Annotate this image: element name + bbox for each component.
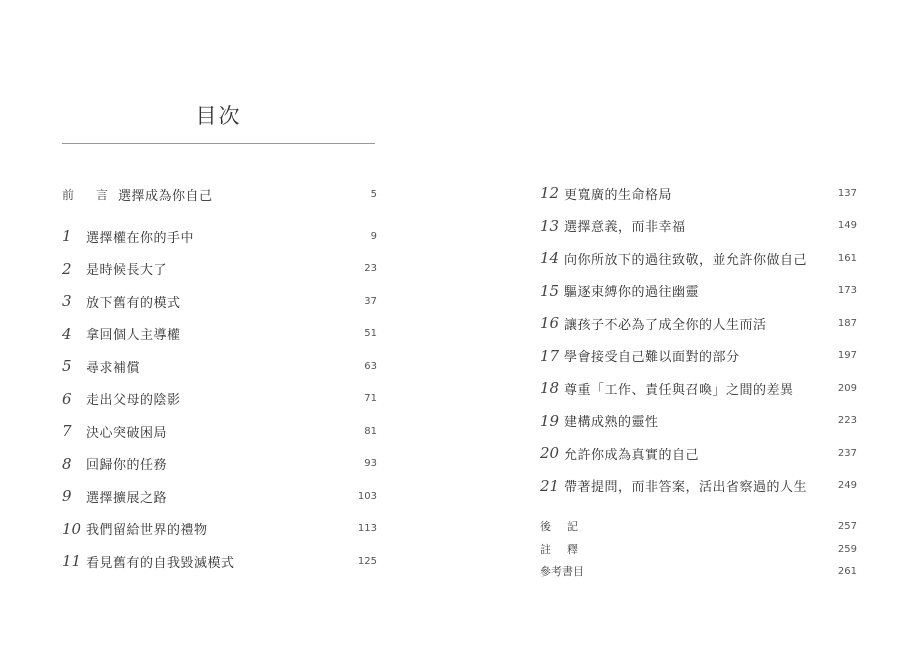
preface-title: 選擇成為你自己 — [118, 188, 213, 204]
toc-chapter-entry[interactable] — [540, 377, 857, 399]
chapter-title: 尋求補償 — [86, 360, 141, 376]
preface-page: 5 — [370, 188, 377, 200]
chapter-page-number: 93 — [364, 458, 377, 469]
chapter-number: 6 — [62, 389, 72, 408]
chapter-title: 向你所放下的過往致敬，並允許你做自己 — [564, 252, 808, 268]
chapter-title: 放下舊有的模式 — [86, 295, 181, 311]
chapter-page-number: 223 — [837, 415, 857, 426]
chapter-page-number: 187 — [837, 317, 857, 329]
chapter-page-number: 103 — [357, 490, 377, 502]
chapter-page-number: 51 — [364, 328, 377, 339]
back-matter-page-number: 257 — [837, 520, 857, 532]
chapter-title: 選擇權在你的手中 — [86, 230, 195, 246]
chapter-page-number: 71 — [364, 393, 377, 404]
chapter-page-number: 9 — [370, 230, 377, 242]
chapter-title: 驅逐束縛你的過往幽靈 — [564, 285, 700, 300]
chapter-title: 帶著提問，而非答案，活出省察過的人生 — [564, 480, 808, 495]
toc-chapter-entry[interactable] — [540, 182, 857, 204]
chapter-page-number: 37 — [364, 295, 377, 307]
page-title: 目次 — [195, 104, 242, 128]
toc-chapter-entry[interactable] — [62, 225, 377, 247]
chapter-number: 14 — [540, 249, 560, 267]
chapter-title: 是時候長大了 — [86, 263, 168, 278]
toc-chapter-entry[interactable] — [62, 453, 377, 475]
chapter-number: 10 — [62, 519, 82, 538]
toc-chapter-entry[interactable] — [540, 215, 857, 237]
chapter-page-number: 209 — [837, 382, 857, 394]
toc-chapter-entry[interactable] — [540, 312, 857, 334]
chapter-title: 學會接受自己難以面對的部分 — [564, 350, 740, 365]
chapter-page-number: 173 — [837, 285, 857, 296]
chapter-page-number: 161 — [837, 252, 857, 264]
toc-chapter-entry[interactable] — [540, 280, 857, 302]
chapter-number: 2 — [62, 259, 72, 278]
title-divider — [62, 143, 375, 144]
toc-chapter-entry[interactable] — [540, 475, 857, 497]
chapter-number: 3 — [62, 292, 72, 310]
chapter-title: 建構成熟的靈性 — [564, 415, 659, 430]
chapter-number: 1 — [62, 227, 72, 245]
toc-chapter-entry[interactable] — [62, 518, 377, 540]
back-matter-title: 後記 — [540, 520, 594, 533]
chapter-number: 17 — [540, 346, 560, 365]
chapter-number: 20 — [540, 444, 560, 462]
chapter-number: 4 — [62, 324, 72, 343]
chapter-number: 5 — [62, 357, 72, 375]
toc-chapter-entry[interactable] — [540, 345, 857, 367]
toc-chapter-entry[interactable] — [62, 550, 377, 572]
chapter-page-number: 113 — [357, 523, 377, 534]
toc-chapter-entry[interactable] — [540, 247, 857, 269]
chapter-page-number: 63 — [364, 360, 377, 372]
chapter-page-number: 81 — [364, 425, 377, 437]
chapter-number: 11 — [62, 552, 82, 570]
preface-label: 前言 — [62, 187, 131, 202]
back-matter-title: 參考書目 — [540, 565, 584, 578]
chapter-number: 19 — [540, 411, 560, 430]
chapter-title: 選擇意義，而非幸福 — [564, 220, 686, 235]
chapter-title: 尊重「工作、責任與召喚」之間的差異 — [564, 382, 794, 398]
chapter-title: 我們留給世界的禮物 — [86, 523, 208, 538]
toc-chapter-entry[interactable] — [62, 388, 377, 410]
chapter-page-number: 23 — [364, 263, 377, 274]
chapter-page-number: 149 — [837, 220, 857, 231]
chapter-number: 21 — [540, 476, 560, 495]
chapter-title: 回歸你的任務 — [86, 458, 168, 473]
back-matter-page-number: 259 — [837, 543, 857, 555]
chapter-title: 選擇擴展之路 — [86, 490, 168, 506]
toc-chapter-entry[interactable] — [540, 410, 857, 432]
chapter-number: 13 — [540, 216, 560, 235]
chapter-title: 讓孩子不必為了成全你的人生而活 — [564, 317, 767, 333]
toc-chapter-entry[interactable] — [540, 442, 857, 464]
chapter-number: 18 — [540, 379, 560, 397]
chapter-title: 走出父母的陰影 — [86, 393, 181, 408]
chapter-number: 12 — [540, 184, 560, 202]
chapter-page-number: 237 — [837, 447, 857, 459]
chapter-number: 16 — [540, 314, 560, 332]
chapter-title: 拿回個人主導權 — [86, 328, 181, 343]
chapter-title: 決心突破困局 — [86, 425, 168, 441]
toc-back-matter-entry[interactable] — [540, 515, 857, 537]
chapter-page-number: 137 — [837, 187, 857, 199]
chapter-page-number: 197 — [837, 350, 857, 361]
toc-chapter-entry[interactable] — [62, 355, 377, 377]
toc-back-matter-entry[interactable] — [540, 560, 857, 582]
chapter-title: 看見舊有的自我毀滅模式 — [86, 555, 235, 571]
toc-chapter-entry[interactable] — [62, 290, 377, 312]
toc-chapter-entry[interactable] — [62, 420, 377, 442]
toc-back-matter-entry[interactable] — [540, 538, 857, 560]
toc-chapter-entry[interactable] — [62, 258, 377, 280]
toc-preface-entry[interactable] — [62, 183, 377, 205]
back-matter-title: 註釋 — [540, 543, 594, 556]
toc-chapter-entry[interactable] — [62, 485, 377, 507]
chapter-number: 9 — [62, 487, 72, 505]
chapter-number: 15 — [540, 281, 560, 300]
toc-chapter-entry[interactable] — [62, 323, 377, 345]
chapter-title: 更寬廣的生命格局 — [564, 187, 673, 203]
chapter-number: 8 — [62, 454, 72, 473]
chapter-page-number: 249 — [837, 480, 857, 491]
back-matter-page-number: 261 — [837, 565, 857, 577]
chapter-title: 允許你成為真實的自己 — [564, 447, 700, 463]
chapter-page-number: 125 — [357, 555, 377, 567]
chapter-number: 7 — [62, 422, 72, 440]
